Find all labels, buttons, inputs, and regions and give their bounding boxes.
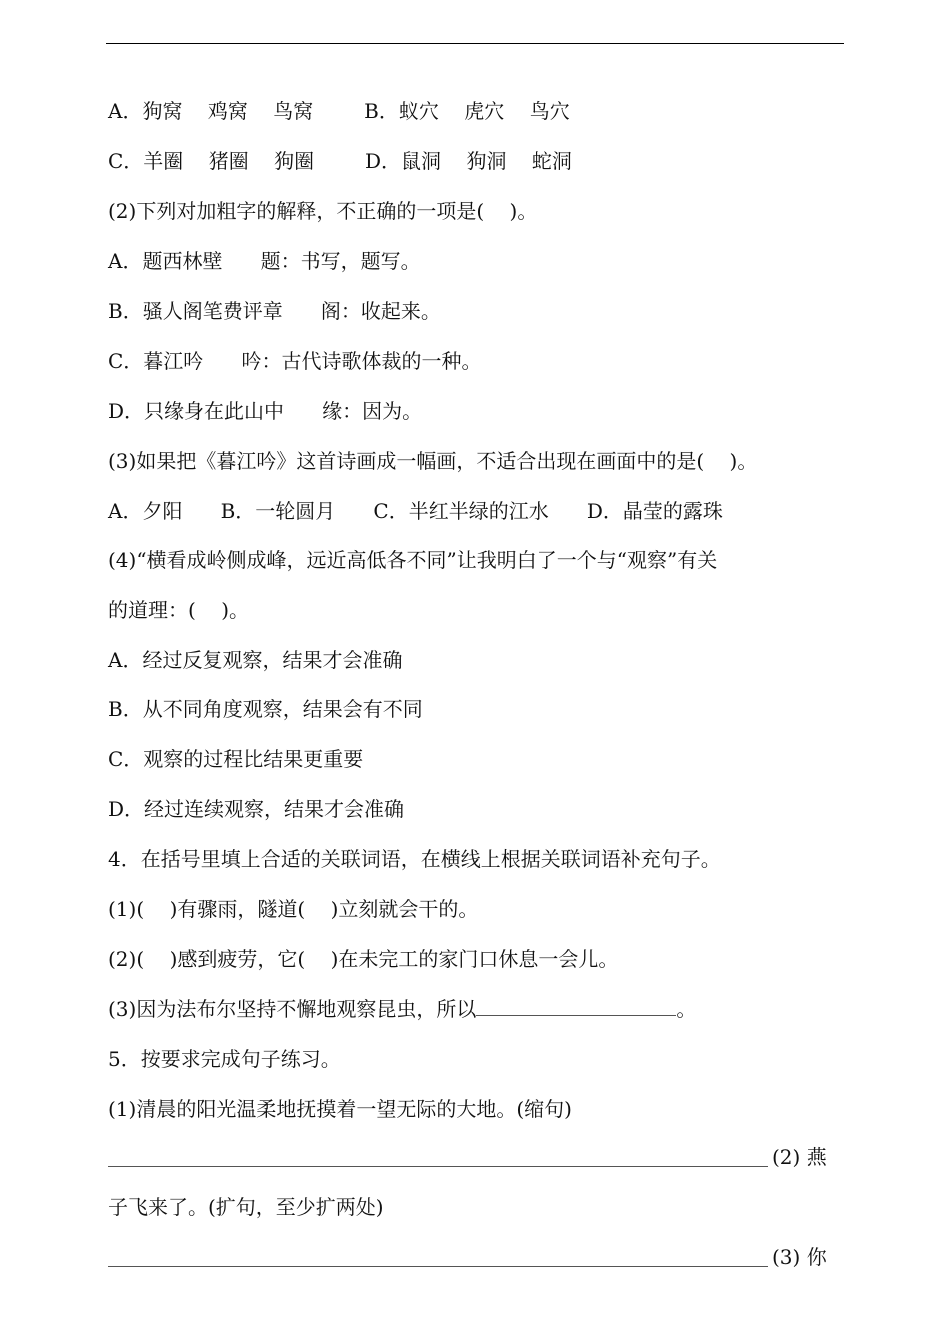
s4-question-2: (2)( )感到疲劳，它( )在未完工的家门口休息一会儿。 (108, 947, 619, 971)
q4-option-a: A．经过反复观察，结果才会准确 (108, 648, 403, 672)
s5-q2-answer-line[interactable] (108, 1266, 768, 1267)
s4-q3-text: (3)因为法布尔坚持不懈地观察昆虫，所以 (108, 997, 477, 1021)
s4-q3-answer-blank[interactable] (476, 997, 676, 1016)
q2-option-c: C．暮江吟 吟：古代诗歌体裁的一种。 (108, 349, 482, 373)
s5-question-2-lead: (2) 燕 (772, 1145, 827, 1169)
question-3: (3)如果把《暮江吟》这首诗画成一幅画，不适合出现在画面中的是( )。 (108, 449, 758, 473)
q4-option-c: C．观察的过程比结果更重要 (108, 747, 364, 771)
q2-option-b: B．骚人阁笔费评章 阁：收起来。 (108, 299, 441, 323)
header-rule (106, 43, 844, 44)
question-4: (4)“横看成岭侧成峰，远近高低各不同”让我明白了一个与“观察”有关 (108, 548, 718, 572)
q2-option-d: D．只缘身在此山中 缘：因为。 (108, 399, 423, 423)
section-5-title: 5．按要求完成句子练习。 (108, 1047, 341, 1071)
s5-question-2-cont: 子飞来了。(扩句，至少扩两处) (108, 1195, 384, 1219)
q4-option-b: B．从不同角度观察，结果会有不同 (108, 697, 423, 721)
s5-question-3-lead: (3) 你 (772, 1245, 827, 1269)
q3-options: A．夕阳 B．一轮圆月 C．半红半绿的江水 D．晶莹的露珠 (108, 499, 723, 523)
s4-question-1: (1)( )有骤雨，隧道( )立刻就会干的。 (108, 897, 479, 921)
s5-q1-answer-line[interactable] (108, 1166, 768, 1167)
option-line-c: C．羊圈 猪圈 狗圈 D．鼠洞 狗洞 蛇洞 (108, 149, 572, 173)
section-4-title: 4．在括号里填上合适的关联词语，在横线上根据关联词语补充句子。 (108, 847, 721, 871)
question-2: (2)下列对加粗字的解释，不正确的一项是( )。 (108, 199, 538, 223)
s5-question-1: (1)清晨的阳光温柔地抚摸着一望无际的大地。(缩句) (108, 1097, 572, 1121)
q2-option-a: A．题西林壁 题：书写，题写。 (108, 249, 421, 273)
question-4-cont: 的道理：( )。 (108, 598, 250, 622)
q4-option-d: D．经过连续观察，结果才会准确 (108, 797, 405, 821)
s4-question-3 (108, 997, 696, 1021)
option-line-a: A．狗窝 鸡窝 鸟窝 B．蚁穴 虎穴 鸟穴 (108, 99, 570, 123)
s4-q3-end: 。 (676, 997, 697, 1021)
